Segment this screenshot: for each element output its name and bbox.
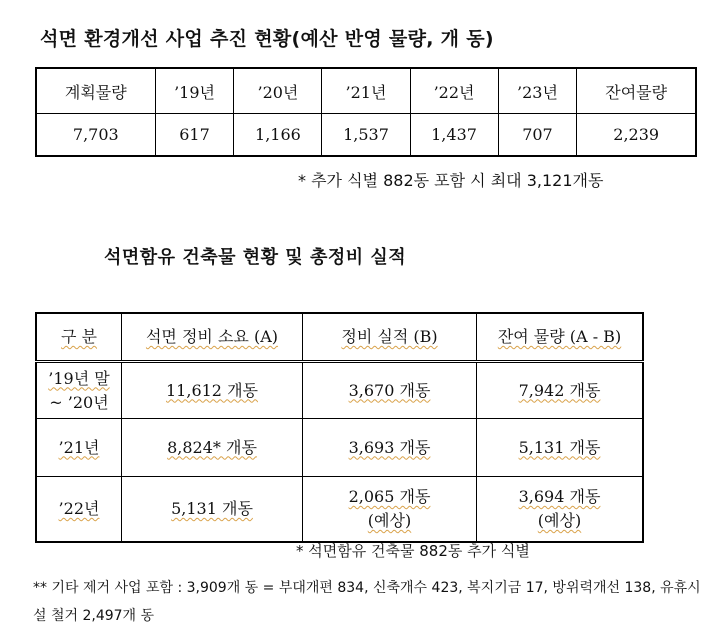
section-title-1: 석면 환경개선 사업 추진 현황(예산 반영 물량, 개 동) bbox=[40, 28, 494, 50]
value-cell: 1,166 bbox=[234, 114, 322, 157]
table-header-row bbox=[36, 68, 696, 114]
value-cell: 707 bbox=[498, 114, 577, 157]
cell-a: 11,612 개동 bbox=[122, 362, 303, 419]
header-cell: ’22년 bbox=[410, 68, 498, 114]
header-cell: 구 분 bbox=[36, 313, 122, 362]
cell-b: 2,065 개동 (예상) bbox=[303, 477, 477, 543]
cell-c: 7,942 개동 bbox=[477, 362, 644, 419]
header-cell: 잔여 물량 (A - B) bbox=[477, 313, 644, 362]
value-cell: 1,437 bbox=[410, 114, 498, 157]
value-cell: 1,537 bbox=[322, 114, 410, 157]
row-label: ’19년 말 ~ ’20년 bbox=[36, 362, 122, 419]
cell-c: 5,131 개동 bbox=[477, 419, 644, 477]
cell-a: 5,131 개동 bbox=[122, 477, 303, 543]
header-cell: ’19년 bbox=[155, 68, 234, 114]
row-label: ’21년 bbox=[36, 419, 122, 477]
header-cell: ’20년 bbox=[234, 68, 322, 114]
header-cell: 정비 실적 (B) bbox=[303, 313, 477, 362]
cell-b: 3,693 개동 bbox=[303, 419, 477, 477]
footnote-1: * 추가 식별 882동 포함 시 최대 3,121개동 bbox=[298, 171, 604, 190]
table-row bbox=[36, 419, 643, 477]
cell-c: 3,694 개동 (예상) bbox=[477, 477, 644, 543]
header-cell: 계획물량 bbox=[36, 68, 155, 114]
table-row bbox=[36, 477, 643, 543]
value-cell: 617 bbox=[155, 114, 234, 157]
footnote-2: * 석면함유 건축물 882동 추가 식별 bbox=[296, 542, 530, 560]
value-cell: 7,703 bbox=[36, 114, 155, 157]
header-cell: 석면 정비 소요 (A) bbox=[122, 313, 303, 362]
cell-b: 3,670 개동 bbox=[303, 362, 477, 419]
row-label: ’22년 bbox=[36, 477, 122, 543]
header-cell: ’23년 bbox=[498, 68, 577, 114]
table-row bbox=[36, 362, 643, 419]
header-cell: ’21년 bbox=[322, 68, 410, 114]
table-header-row bbox=[36, 313, 643, 362]
table-row bbox=[36, 114, 696, 157]
budget-table bbox=[35, 67, 697, 157]
value-cell: 2,239 bbox=[577, 114, 696, 157]
cell-a: 8,824* 개동 bbox=[122, 419, 303, 477]
header-cell: 잔여물량 bbox=[577, 68, 696, 114]
section-title-2: 석면함유 건축물 현황 및 총정비 실적 bbox=[104, 247, 407, 268]
asbestos-table bbox=[35, 312, 644, 543]
footnote-3: ** 기타 제거 사업 포함 : 3,909개 동 = 부대개편 834, 신축개수 423, 복지기금 17, 방위력개선 138, 유휴시설 철거 2,497개 동 bbox=[33, 580, 701, 624]
